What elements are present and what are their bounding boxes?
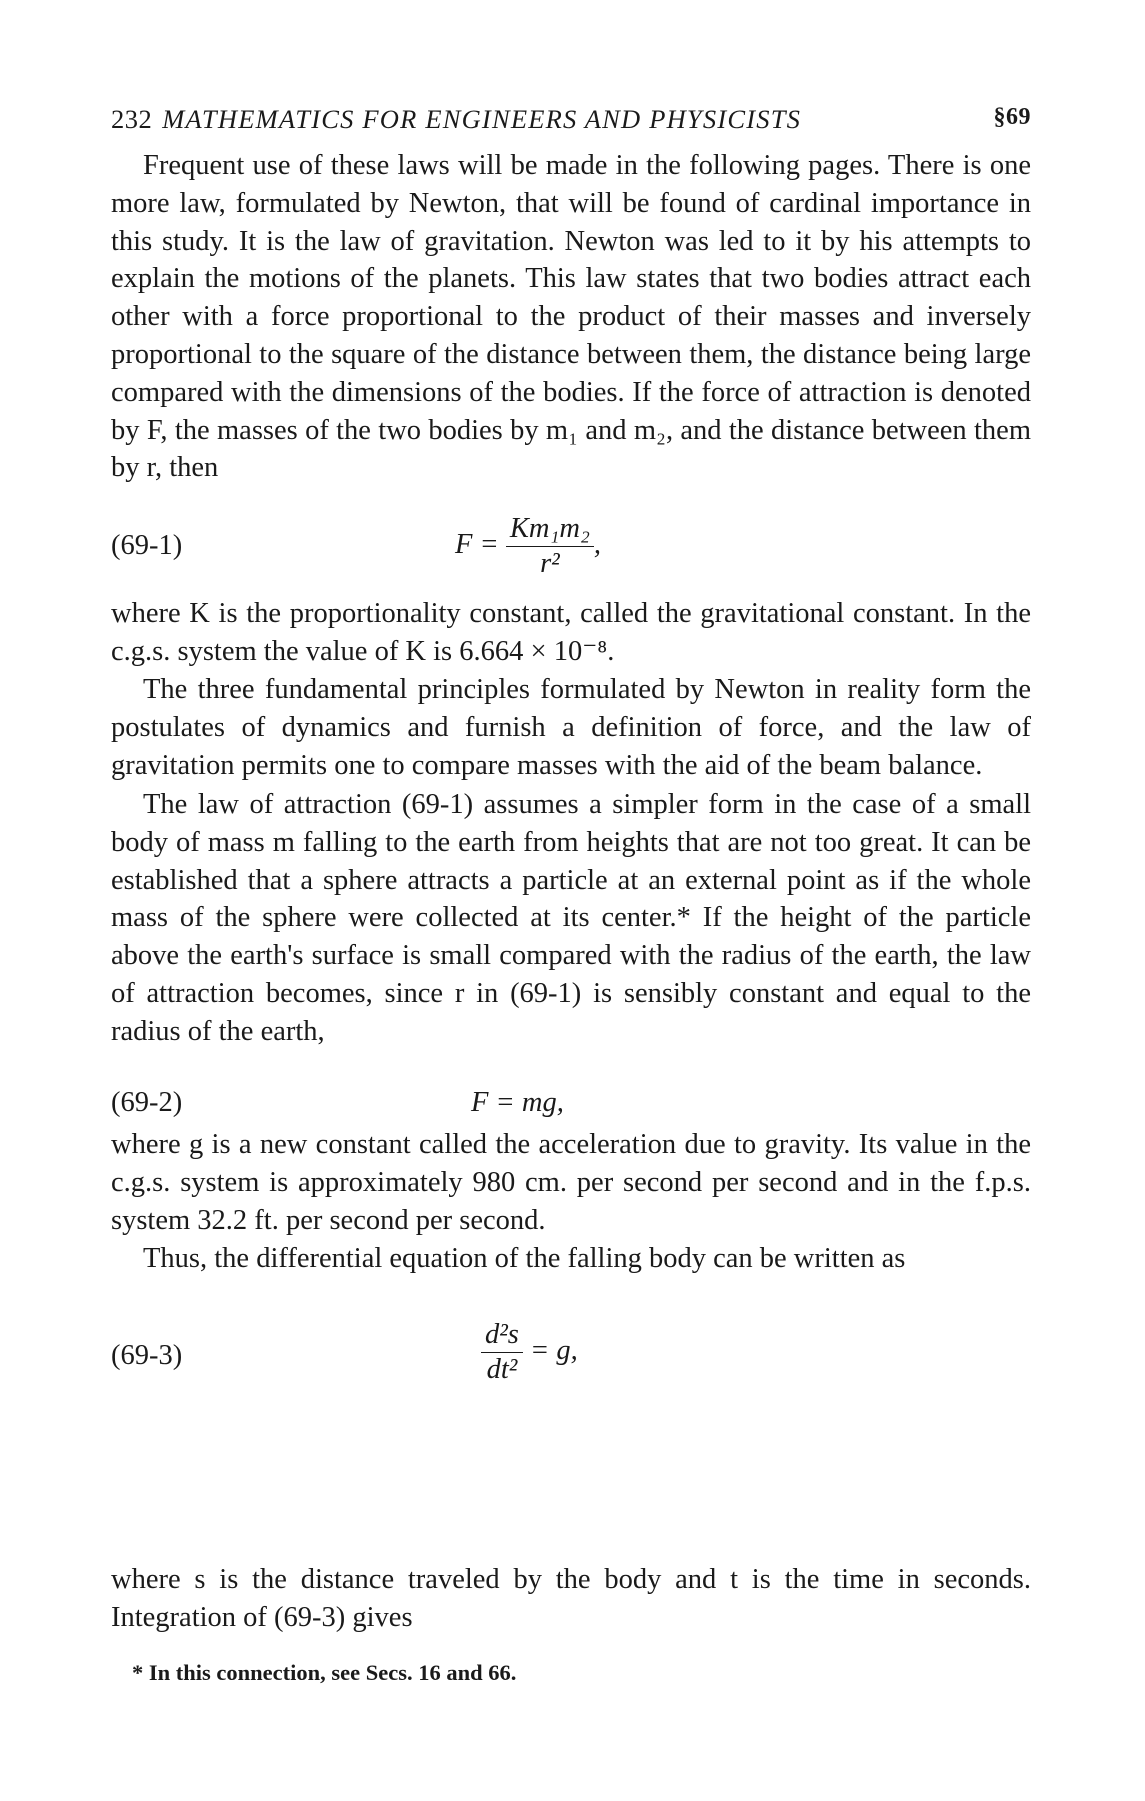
equation-tail: , (593, 529, 602, 561)
paragraph-law-of-attraction: The law of attraction (69-1) assumes a simpler form in the case of a small body of mass m falling to the earth from heights that are not too great. It can be established that a sphere attracts a particle at an external point as if the whole mass of the sphere were collected at its center.* If the height of the particle above the earth's surface is small compared with the radius of the earth, the law of attraction becomes, since r in (69-1) is sensibly constant and equal to the radius of the earth, (111, 789, 1031, 1047)
fraction (481, 1318, 523, 1387)
footnote: * In this connection, see Secs. 16 and 66. (132, 1660, 517, 1685)
paragraph-differential-equation: Thus, the differential equation of the falling body can be written as (143, 1243, 906, 1274)
numerator: d²s (481, 1318, 523, 1353)
numerator: Km₁m₂ (506, 512, 594, 547)
equation-label: (69-1) (111, 530, 183, 561)
paragraph-integration: where s is the distance traveled by the body and t is the time in seconds. Integration of (69-3) gives (111, 1564, 1031, 1633)
equation-rhs: = g, (530, 1335, 578, 1367)
fraction (506, 512, 594, 581)
page-number: 232 (111, 104, 153, 134)
equation-69-1 (0, 512, 1145, 592)
running-title: MATHEMATICS FOR ENGINEERS AND PHYSICISTS (162, 104, 802, 134)
equation-label: (69-2) (111, 1087, 183, 1118)
running-header (111, 104, 1031, 135)
equation-label: (69-3) (111, 1340, 183, 1371)
denominator: dt² (486, 1354, 518, 1385)
paragraph-gravitational-constant: where K is the proportionality constant, called the gravitational constant. In the c.g.s. system the value of K is 6.664 × 10⁻⁸. (111, 598, 1031, 667)
paragraph-gravitation-intro: Frequent use of these laws will be made in the following pages. There is one more law, formulated by Newton, that will be found of cardinal importance in this study. It is the law of gravitation. Newton was led to it by his attempts to explain the motions of the planets. This law states that two bodies attract each other with a force proportional to the product of their masses and inversely proportional to the square of the distance between them, the distance being large compared with the dimensions of the bodies. If the force of attraction is denoted by F, the masses of the two bodies by m₁ and m₂, and the distance between them by r, then (111, 150, 1031, 484)
paragraph-newton-principles: The three fundamental principles formulated by Newton in reality form the postulates of dynamics and furnish a definition of force, and the law of gravitation permits one to compare masses with the aid of the beam balance. (111, 674, 1031, 781)
equation-69-3 (0, 1318, 1145, 1398)
section-number: §69 (993, 104, 1031, 130)
equation-69-2 (0, 1087, 1145, 1127)
equation-lhs: F = (455, 529, 499, 561)
denominator: r² (540, 548, 560, 579)
equation-body: F = mg, (471, 1087, 564, 1118)
paragraph-acceleration-gravity: where g is a new constant called the acceleration due to gravity. Its value in the c.g.s. system is approximately 980 cm. per second per second and in the f.p.s. system 32.2 ft. per second per second. (111, 1129, 1031, 1236)
